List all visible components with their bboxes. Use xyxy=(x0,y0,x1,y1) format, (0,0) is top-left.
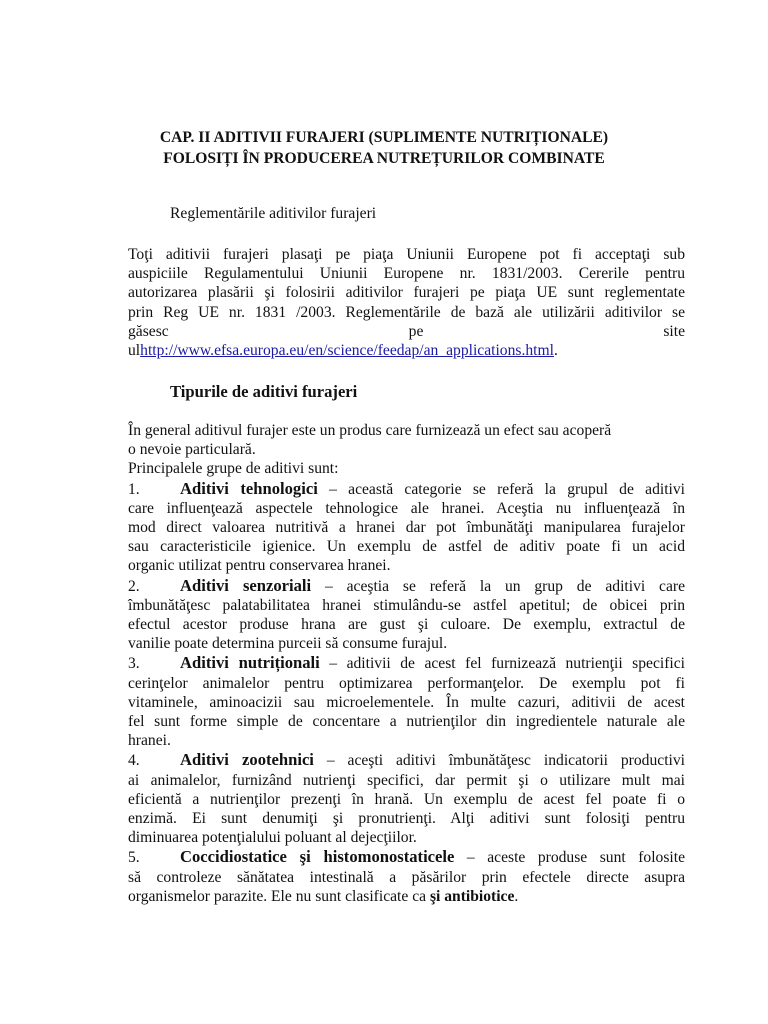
text-line: Principalele grupe de aditivi sunt: xyxy=(128,460,339,478)
list-item-line xyxy=(128,653,685,673)
list-item-line xyxy=(128,750,685,770)
text-line: În general aditivul furajer este un produs care furnizează un efect sau acoperă xyxy=(128,422,612,439)
list-item-text: – aditivii de acest fel furnizează nutrienţii specifici xyxy=(319,655,685,673)
text-line: găsesc pe site xyxy=(128,322,685,340)
text-line: hranei. xyxy=(128,732,171,750)
link-suffix: . xyxy=(553,342,558,360)
text-line: ai animalelor, furnizând nutrienţi specifici, dar permit şi o utilizare mult mai xyxy=(128,771,685,789)
list-item-number: 2. xyxy=(128,577,140,595)
text-segment: organismelor parazite. Ele nu sunt clasificate ca xyxy=(128,887,430,905)
text-segment: . xyxy=(514,887,519,905)
link-line xyxy=(128,341,685,360)
text-line: organic utilizat pentru conservarea hranei. xyxy=(128,557,391,575)
list-item-line xyxy=(128,479,685,499)
regulations-paragraph xyxy=(128,245,685,360)
list-item-number: 3. xyxy=(128,655,140,673)
text-line: îmbunătăţesc palatabilitatea hranei stimulându-se astfel apetitul; de obicei prin xyxy=(128,596,685,614)
list-item-last-line xyxy=(128,887,685,906)
list-item-line xyxy=(128,847,685,867)
list-item-line xyxy=(128,576,685,596)
text-line: autorizarea plasării şi folosirii aditivilor furajeri pe piaţa UE sunt reglementate xyxy=(128,284,685,302)
list-item-text: – aceste produse sunt folosite xyxy=(454,849,686,867)
list-item-label: Coccidiostatice şi histomonostaticele xyxy=(180,847,455,867)
list-item-label: Aditivi tehnologici xyxy=(180,478,318,498)
text-line: diminuarea potenţialului poluant al dejecţiilor. xyxy=(128,829,417,847)
list-item-label: Aditivi zootehnici xyxy=(180,750,314,770)
text-line: eficientă a nutrienţilor prezenţi în hrană. Un exemplu de acest fel poate fi o xyxy=(128,790,685,808)
efsa-link[interactable]: http://www.efsa.europa.eu/en/science/feedap/an_applications.html xyxy=(140,342,554,360)
text-line: vitaminele, aminoacizii sau microelementele. În multe cazuri, aditivii de acest xyxy=(128,693,685,711)
text-line: enzimă. Ei sunt denumiţi şi pronutrienţi. Alţi aditivi sunt folosiţi pentru xyxy=(128,810,685,828)
text-line: o nevoie particulară. xyxy=(128,441,256,459)
text-line: sau caracteristicile igienice. Un exemplu de astfel de aditiv poate fi un acid xyxy=(128,538,685,556)
text-line: vanilie poate determina purceii să consume furajul. xyxy=(128,635,448,653)
section-heading-regulations: Reglementările aditivilor furajeri xyxy=(170,205,377,222)
text-line: auspiciile Regulamentului Uniunii Europene nr. 1831/2003. Cererile pentru xyxy=(128,265,685,283)
list-item-number: 4. xyxy=(128,752,140,770)
antibiotics-term: şi antibiotice xyxy=(429,887,515,905)
list-item-text: – această categorie se referă la grupul de aditivi xyxy=(317,480,686,498)
text-line: prin Reg UE nr. 1831 /2003. Reglementările de bază ale utilizării aditivilor se xyxy=(128,303,685,321)
link-prefix: ul xyxy=(128,342,141,360)
list-item-label: Aditivi senzoriali xyxy=(180,575,312,595)
text-line: mod direct valoarea nutritivă a hranei dar pot îmbunătăţi manipularea furajelor xyxy=(128,519,685,537)
list-item-text: – aceşti aditivi îmbunătăţesc indicatorii productivi xyxy=(313,752,685,770)
text-line: Toţi aditivii furajeri plasaţi pe piaţa Uniunii Europene pot fi acceptaţi sub xyxy=(128,246,685,263)
text-line: cerinţelor animalelor pentru optimizarea performanţelor. De exemplu pot fi xyxy=(128,674,685,692)
text-line: fel sunt forme simple de concentare a nutrienţilor din ingredientele naturale ale xyxy=(128,713,685,731)
chapter-title xyxy=(100,127,668,169)
types-paragraph xyxy=(128,421,685,906)
text-line: care influenţează aspectele tehnologice ale hranei. Aceştia nu influenţează în xyxy=(128,499,685,517)
list-item-number: 5. xyxy=(128,849,140,867)
chapter-title-line-2: FOLOSIȚI ÎN PRODUCEREA NUTREȚURILOR COMBINATE xyxy=(163,150,605,167)
text-line: să controleze sănătatea intestinală a păsărilor prin efectele directe asupra xyxy=(128,868,685,886)
list-item-label: Aditivi nutriționali xyxy=(180,653,320,673)
chapter-title-line-1: CAP. II ADITIVII FURAJERI (SUPLIMENTE NUTRIȚIONALE) xyxy=(159,129,609,146)
section-heading-types: Tipurile de aditivi furajeri xyxy=(170,382,358,401)
list-item-number: 1. xyxy=(128,480,140,498)
text-line: efectul acestor produse hrana are gust şi culoare. De exemplu, extractul de xyxy=(128,616,685,634)
list-item-text: – aceştia se referă la un grup de aditivi care xyxy=(311,577,685,595)
